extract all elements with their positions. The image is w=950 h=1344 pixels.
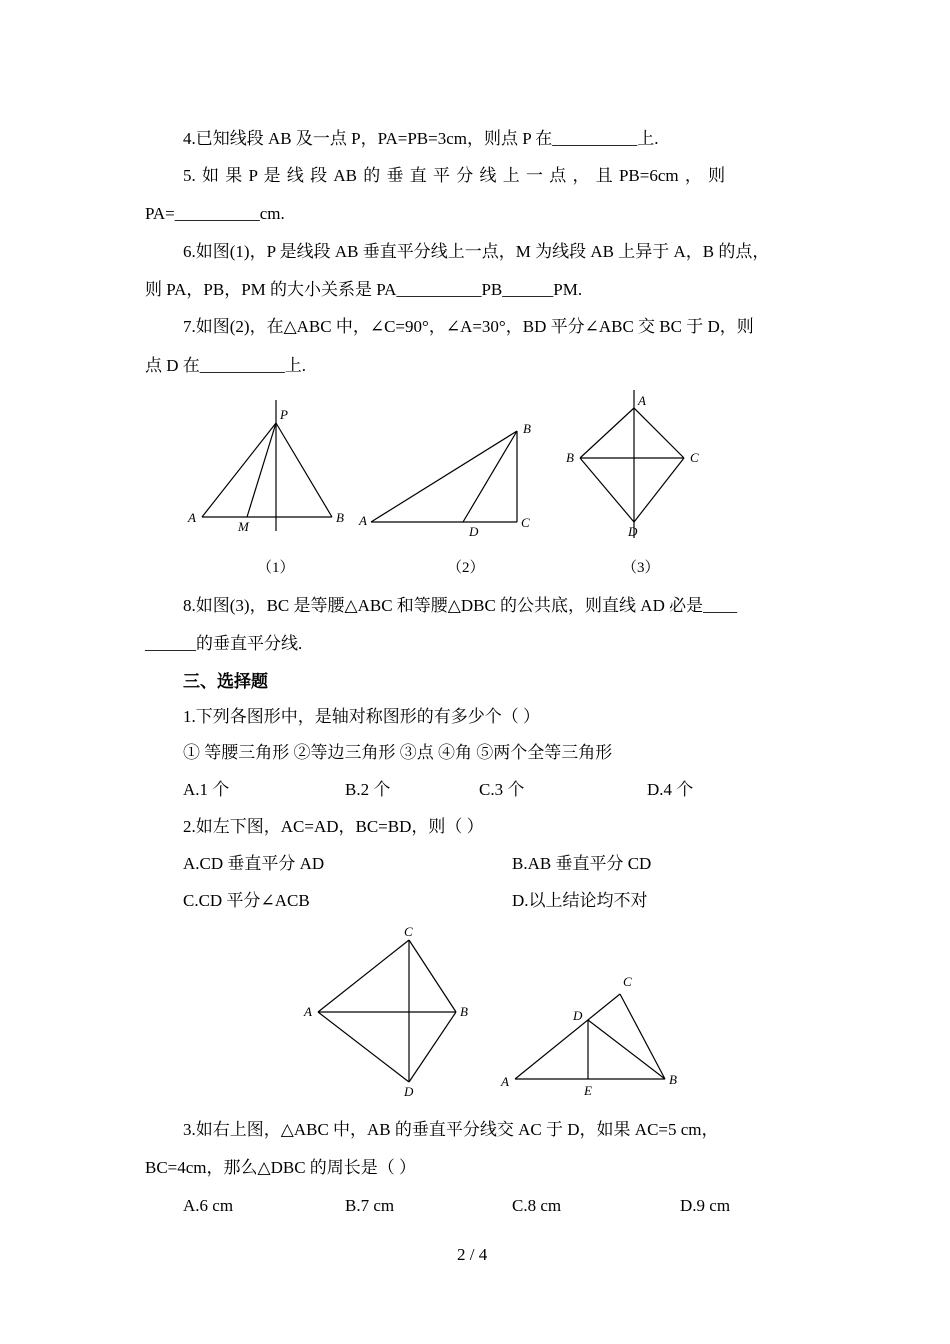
figright-segment-bc: [620, 994, 665, 1079]
figure-2-caption: （2）: [447, 560, 485, 576]
question-5-line1: 5. 如 果 P 是 线 段 AB 的 垂 直 平 分 线 上 一 点 ， 且 PB=6cm ， 则: [183, 166, 726, 185]
figright-label-e: E: [584, 1083, 592, 1098]
figright-segment-ac: [515, 994, 620, 1079]
figure-3: [560, 388, 710, 543]
fig1-segment-pb: [276, 423, 332, 517]
fig1-segment-pa: [202, 423, 276, 517]
fig3-label-d: D: [628, 524, 638, 539]
figleft-label-c: C: [404, 924, 413, 939]
fig3-label-a: A: [638, 393, 646, 408]
fig2-label-a: A: [359, 513, 367, 528]
mc-q3-option-c: C.8 cm: [512, 1196, 562, 1215]
figure-left-lower: [300, 920, 480, 1100]
fig3-segment-ab: [580, 408, 634, 458]
fig2-segment-bd: [463, 431, 517, 522]
fig2-label-c: C: [521, 515, 530, 530]
figleft-segment-ad: [318, 1012, 409, 1082]
figright-label-a: A: [501, 1074, 509, 1089]
figleft-segment-bc: [409, 940, 456, 1012]
mc-question-1-items: ① 等腰三角形 ②等边三角形 ③点 ④角 ⑤两个全等三角形: [183, 743, 613, 762]
page-number: 2 / 4: [457, 1245, 488, 1264]
mc-q3-option-d: D.9 cm: [680, 1196, 731, 1215]
figright-label-b: B: [669, 1072, 677, 1087]
question-8-line1: 8.如图(3)，BC 是等腰△ABC 和等腰△DBC 的公共底，则直线 AD 必是____: [183, 596, 738, 615]
figure-3-caption: （3）: [622, 560, 660, 576]
fig1-segment-pm: [247, 423, 276, 517]
mc-q1-option-b: B.2 个: [345, 780, 391, 799]
figleft-label-d: D: [404, 1084, 414, 1099]
figright-label-d: D: [573, 1008, 583, 1023]
figright-segment-db: [588, 1020, 665, 1079]
mc-q3-option-b: B.7 cm: [345, 1196, 395, 1215]
figleft-label-a: A: [304, 1004, 312, 1019]
mc-q3-option-a: A.6 cm: [183, 1196, 234, 1215]
figure-2: [355, 415, 545, 540]
mc-q2-option-b: B.AB 垂直平分 CD: [512, 854, 652, 873]
fig1-label-a: A: [188, 510, 196, 525]
section-3-heading: 三、选择题: [183, 672, 268, 691]
fig2-label-d: D: [469, 524, 479, 539]
question-7-line2: 点 D 在__________上.: [145, 356, 307, 375]
mc-q2-option-c: C.CD 平分∠ACB: [183, 891, 310, 910]
mc-q1-option-d: D.4 个: [647, 780, 694, 799]
mc-q2-option-a: A.CD 垂直平分 AD: [183, 854, 325, 873]
mc-question-3-line1: 3.如右上图，△ABC 中，AB 的垂直平分线交 AC 于 D，如果 AC=5 cm，: [183, 1120, 719, 1139]
question-6-line1: 6.如图(1)，P 是线段 AB 垂直平分线上一点，M 为线段 AB 上异于 A，B 的点，: [183, 242, 770, 261]
fig3-label-b: B: [566, 450, 574, 465]
fig3-segment-ac: [634, 408, 684, 458]
question-6-line2: 则 PA，PB，PM 的大小关系是 PA__________PB______PM.: [145, 280, 583, 299]
fig3-label-c: C: [690, 450, 699, 465]
figleft-segment-ac: [318, 940, 409, 1012]
figleft-label-b: B: [460, 1004, 468, 1019]
figure-1-caption: （1）: [257, 560, 295, 576]
mc-question-2-stem: 2.如左下图，AC=AD，BC=BD，则（ ）: [183, 817, 484, 836]
fig3-segment-bd: [580, 458, 634, 522]
mc-q1-option-c: C.3 个: [479, 780, 525, 799]
figright-label-c: C: [623, 974, 632, 989]
mc-q2-option-d: D.以上结论均不对: [512, 891, 648, 910]
question-4: 4.已知线段 AB 及一点 P，PA=PB=3cm，则点 P 在__________上.: [183, 129, 659, 148]
figleft-segment-bd: [409, 1012, 456, 1082]
figure-right-lower: [495, 968, 695, 1098]
fig2-label-b: B: [523, 421, 531, 436]
fig1-label-b: B: [336, 510, 344, 525]
fig1-label-m: M: [238, 519, 249, 534]
mc-question-3-line2: BC=4cm，那么△DBC 的周长是（ ）: [145, 1158, 417, 1177]
fig3-segment-cd: [634, 458, 684, 522]
mc-q1-option-a: A.1 个: [183, 780, 230, 799]
fig1-label-p: P: [280, 407, 288, 422]
fig2-segment-ab: [371, 431, 517, 522]
question-5-line2: PA=__________cm.: [145, 204, 285, 223]
question-7-line1: 7.如图(2)，在△ABC 中，∠C=90°，∠A=30°，BD 平分∠ABC 交 BC 于 D，则: [183, 317, 754, 336]
question-8-line2: ______的垂直平分线.: [145, 634, 303, 653]
figure-1: [180, 395, 360, 535]
mc-question-1-stem: 1.下列各图形中，是轴对称图形的有多少个（ ）: [183, 707, 540, 726]
